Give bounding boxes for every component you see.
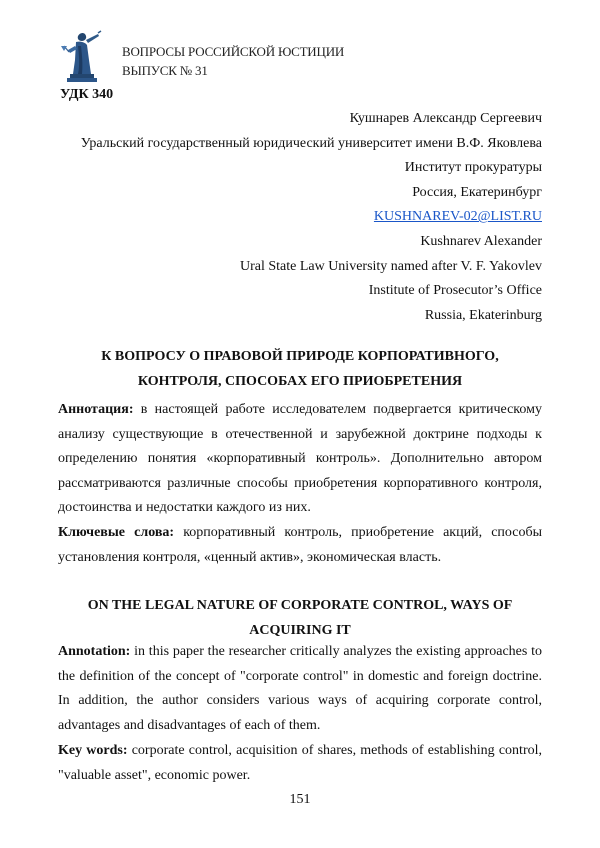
author-location-ru: Россия, Екатеринбург [412,184,542,200]
journal-title [122,42,344,80]
justice-statue-icon [60,30,104,84]
author-email-link[interactable]: KUSHNAREV-02@LIST.RU [373,209,542,225]
article-title-en [58,594,542,643]
author-name-en: Kushnarev Alexander [420,233,542,249]
keywords-en-text: corporate control, acquisition of shares, methods of establishing control, [127,743,542,758]
author-location-en: Russia, Ekaterinburg [424,307,542,323]
udk-code: УДК 340 [60,87,114,102]
keywords-ru [58,521,542,570]
abstract-ru-label: Аннотация: [58,402,134,417]
author-institute-ru: Институт прокуратуры [404,160,542,176]
journal-issue: ВЫПУСК № 31 [122,63,208,78]
article-title-ru [58,345,542,394]
author-institute-en: Institute of Prosecutor’s Office [368,283,542,299]
abstract-en-text: In addition, the author considers various ways of acquiring corporate control, [58,693,542,709]
keywords-en [58,739,542,788]
abstract-en-text: in this paper the researcher critically analyzes the existing approaches to [130,644,542,659]
keywords-ru-text: корпоративный контроль, приобретение акций, способы [174,525,543,540]
abstract-ru-text: достоинства и недостатки каждого из них. [58,500,311,516]
keywords-ru-text: установления контроля, «ценный актив», экономическая власть. [58,549,442,565]
abstract-en-label: Annotation: [58,644,131,659]
author-university-ru: Уральский государственный юридический университет имени В.Ф. Яковлева [80,135,542,151]
title-ru-line: К ВОПРОСУ О ПРАВОВОЙ ПРИРОДЕ КОРПОРАТИВНОГО, [101,349,499,364]
journal-name: ВОПРОСЫ РОССИЙСКОЙ ЮСТИЦИИ [122,44,345,59]
abstract-en-text: the definition of the concept of "corporate control" in domestic and foreign doctrine. [58,668,542,684]
abstract-ru-text: определению понятия «корпоративный контроль». Дополнительно автором [58,451,542,467]
abstract-en [58,640,542,738]
abstract-ru-text: анализу существующие в отечественной и зарубежной доктрине подходы к [58,426,542,442]
page-number: 151 [289,792,311,807]
abstract-ru-text: в настоящей работе исследователем подвергается критическому [133,402,542,417]
keywords-en-label: Key words: [58,743,128,758]
author-info [81,107,542,328]
author-university-en: Ural State Law University named after V. F. Yakovlev [239,258,542,274]
abstract-en-text: advantages and disadvantages of each of them. [58,717,321,733]
author-name-ru: Кушнарев Александр Сергеевич [349,111,542,126]
abstract-ru-text: рассматриваются различные способы приобретения корпоративного контроля, [58,475,542,491]
title-ru-line: КОНТРОЛЯ, СПОСОБАХ ЕГО ПРИОБРЕТЕНИЯ [137,373,463,389]
title-en-line: ACQUIRING IT [249,622,351,638]
abstract-ru [58,398,542,521]
keywords-en-text: "valuable asset", economic power. [58,767,251,783]
journal-header [60,30,540,90]
keywords-ru-label: Ключевые слова: [58,525,175,540]
title-en-line: ON THE LEGAL NATURE OF CORPORATE CONTROL, WAYS OF [87,598,513,613]
